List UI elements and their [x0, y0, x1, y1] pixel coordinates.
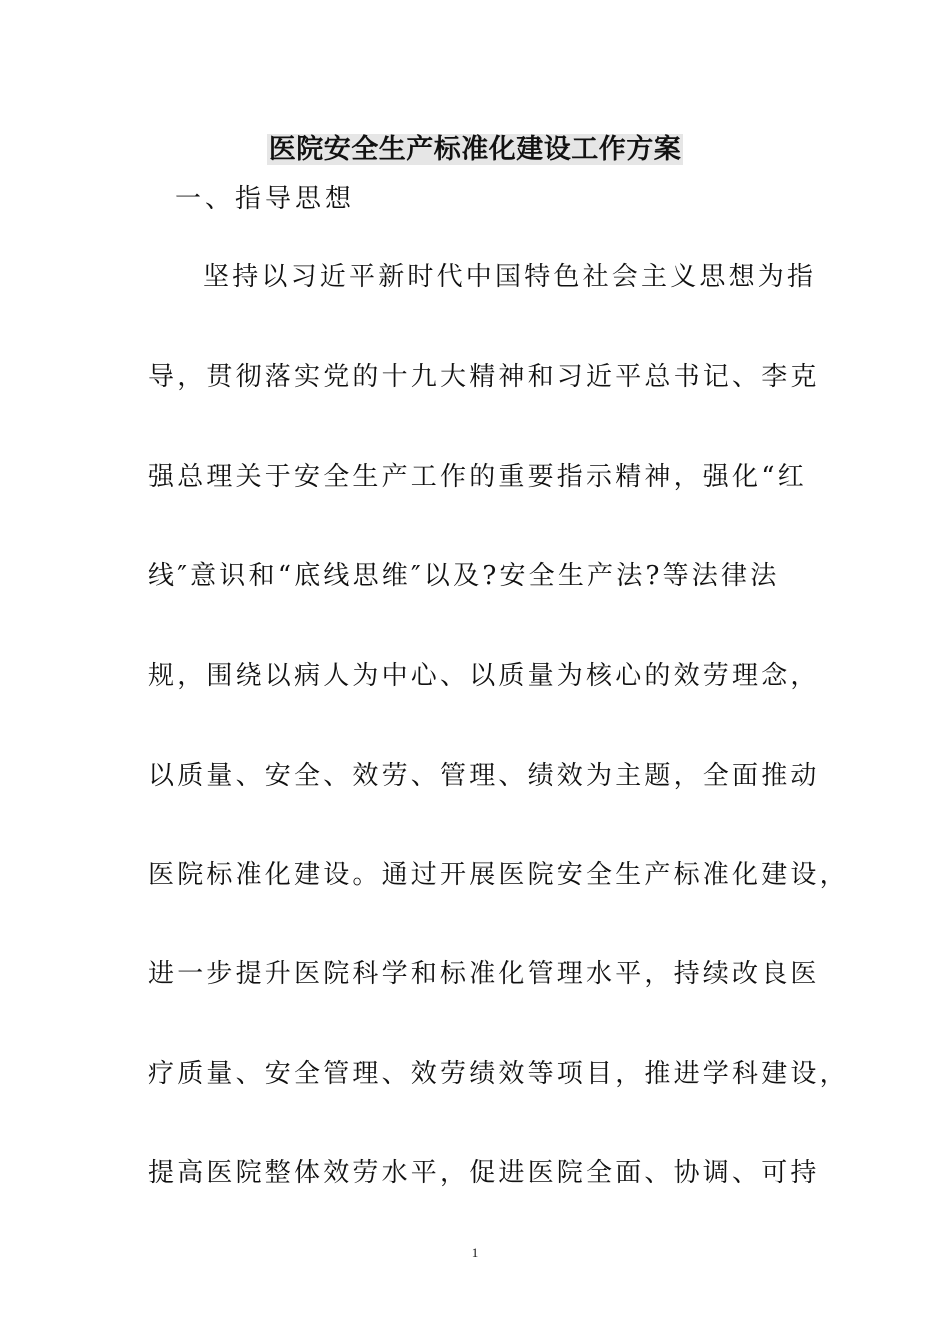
section-heading: 一、指导思想: [175, 184, 356, 214]
paragraph-line: 以质量、安全、效劳、管理、绩效为主题，全面推动: [148, 761, 820, 791]
page-number: 1: [471, 1245, 479, 1260]
paragraph-line: 线″意识和“底线思维″以及?安全生产法?等法律法: [148, 561, 780, 591]
document-title-text: 医院安全生产标准化建设工作方案: [268, 134, 682, 165]
document-title: [0, 131, 950, 169]
paragraph-line: 导，贯彻落实党的十九大精神和习近平总书记、李克: [148, 362, 820, 392]
paragraph-line: 疗质量、安全管理、效劳绩效等项目，推进学科建设，: [148, 1059, 849, 1089]
paragraph-line: 坚持以习近平新时代中国特色社会主义思想为指: [203, 262, 817, 292]
paragraph-line: 强总理关于安全生产工作的重要指示精神，强化“红: [148, 462, 807, 492]
paragraph-line: 进一步提升医院科学和标准化管理水平，持续改良医: [148, 959, 820, 989]
paragraph-line: 规，围绕以病人为中心、以质量为核心的效劳理念，: [148, 661, 820, 691]
paragraph-line: 医院标准化建设。通过开展医院安全生产标准化建设，: [148, 860, 849, 890]
paragraph-line: 提高医院整体效劳水平，促进医院全面、协调、可持: [148, 1158, 820, 1188]
